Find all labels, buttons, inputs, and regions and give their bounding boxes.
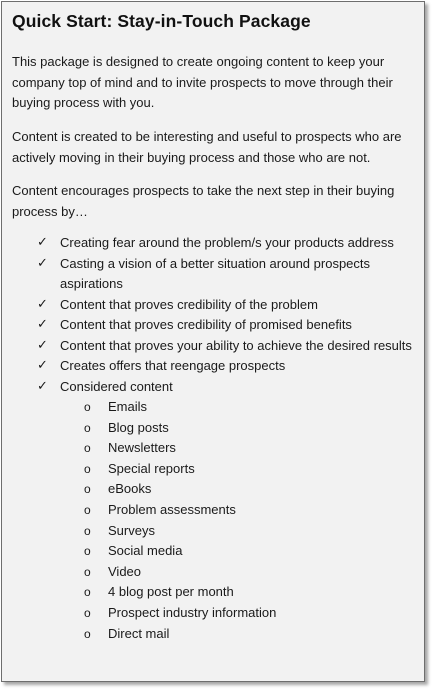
circle-bullet-icon: o [84,482,91,497]
content-type-item [60,521,418,542]
content-type-item [60,438,418,459]
checkmark-icon: ✓ [37,337,48,353]
circle-bullet-icon: o [84,626,91,641]
intro-paragraph: This package is designed to create ongoing content to keep your company top of mind and to invite prospects to move through their buying process with you. [12,54,393,110]
content-type-label: Video [108,563,142,579]
circle-bullet-icon: o [84,605,91,620]
checkmark-icon: ✓ [37,255,48,271]
circle-bullet-icon: o [84,564,91,579]
circle-bullet-icon: o [84,523,91,538]
checklist-item-label: Content that proves credibility of promised benefits [60,317,352,332]
content-type-item [60,624,418,645]
content-type-item [60,479,418,500]
circle-bullet-icon: o [84,420,91,435]
checklist-item [2,254,426,295]
circle-bullet-icon: o [84,544,91,559]
encourage-paragraph: Content encourages prospects to take the next step in their buying process by… [12,183,395,219]
content-type-item [60,562,418,583]
checklist-item [2,315,426,336]
content-type-item [60,418,418,439]
content-type-label: Special reports [108,460,195,476]
checklist-item-label: Creating fear around the problem/s your products address [60,235,394,250]
checklist-item [2,336,426,357]
content-type-label: 4 blog post per month [108,584,234,600]
content-type-label: Newsletters [108,440,176,456]
content-type-label: Emails [108,399,148,414]
checkmark-icon: ✓ [37,296,48,312]
content-type-label: Surveys [108,522,155,538]
checkmark-icon: ✓ [37,235,48,250]
checklist-item-label: Considered content [60,378,173,394]
circle-bullet-icon: o [84,461,91,476]
checklist-item [2,295,426,316]
content-type-label: Blog posts [108,419,169,435]
content-type-label: Prospect industry information [108,604,277,620]
content-type-item [60,541,418,562]
checkmark-icon: ✓ [37,317,48,332]
content-type-label: Direct mail [108,625,170,641]
circle-bullet-icon: o [84,400,91,414]
checklist-item-label: Casting a vision of a better situation around prospects aspirations [60,255,371,291]
checklist-item-label: Content that proves credibility of the problem [60,296,318,312]
content-type-label: Problem assessments [108,501,236,517]
quick-start-panel [1,1,425,682]
content-type-item [60,459,418,480]
checklist-item [2,356,426,377]
content-type-item [60,582,418,603]
checklist [2,233,426,644]
circle-bullet-icon: o [84,585,91,600]
checkmark-icon: ✓ [37,378,48,394]
content-type-label: eBooks [108,481,152,497]
content-type-list [60,397,418,644]
content-type-item [60,500,418,521]
checkmark-icon: ✓ [37,358,48,373]
content-type-item [60,603,418,624]
content-paragraph: Content is created to be interesting and useful to prospects who are actively moving in their buying process and those who are not. [12,129,402,165]
checklist-item [2,233,426,254]
circle-bullet-icon: o [84,441,91,456]
circle-bullet-icon: o [84,502,91,517]
checklist-item [2,377,426,645]
content-type-label: Social media [108,543,183,559]
content-type-item [60,397,418,418]
checklist-item-label: Creates offers that reengage prospects [60,358,286,373]
page-title: Quick Start: Stay-in-Touch Package [12,11,311,31]
checklist-item-label: Content that proves your ability to achieve the desired results [60,337,412,353]
